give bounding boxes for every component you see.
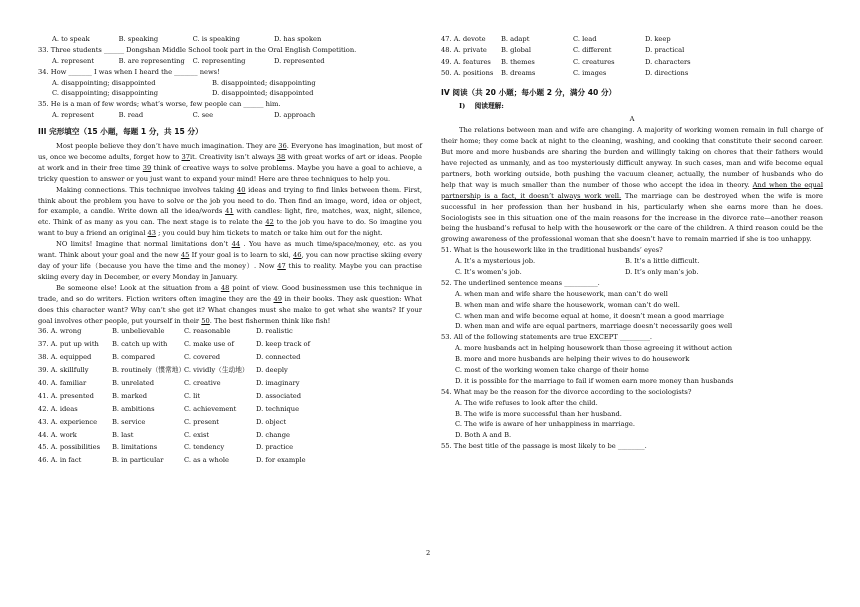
cloze-option-r-3-0: 50. A. positions	[441, 69, 494, 78]
cloze-option-9-2: C. tendency	[184, 443, 225, 452]
q34-stem: 34. How _______ I was when I heard the _______ news!	[38, 67, 220, 76]
q51-stem: 51. What is the housework like in the traditional husbands’ eyes?	[441, 246, 663, 255]
cloze-option-5-0: 41. A. presented	[38, 391, 94, 400]
cloze-option-8-3: D. change	[256, 430, 290, 439]
cloze-option-9-0: 45. A. possibilities	[38, 443, 101, 452]
cloze-option-3-2: C. vividly（生动地）	[184, 366, 249, 375]
cloze-option-2-1: B. compared	[112, 353, 155, 362]
cloze-option-4-3: D. imaginary	[256, 379, 300, 387]
blank-50: 50	[201, 316, 210, 325]
cloze-option-r-3-2: C. images	[573, 69, 607, 78]
blank-38: 38	[276, 152, 286, 161]
q35-options: A. represent B. read C. see D. approach	[52, 111, 316, 120]
q52-option-b: B. when man and wife share the housework, woman can’t do well.	[455, 300, 680, 309]
q53-option-a: A. more husbands act in helping housework than those agreeing it without action	[455, 344, 733, 353]
cloze-option-r-1-0: 48. A. private	[441, 46, 487, 55]
cloze-option-10-2: C. as a whole	[184, 456, 229, 465]
cloze-option-7-3: D. object	[256, 417, 287, 426]
passage-a: The relations between man and wife are changing. A majority of working women remain in full charge of their home; they come back at night to the cleaning, washing, and cooking that constitute their second career. But more and more husbands are sharing the burden and willingly taking on chores that their fathers would have rejected as unmanly, and as too mysteriously difficult anyway. In such cases, man and wife become equal partners, both working outside, both pushing the vacuum cleaner, actually, the number of husbands who do help that way is much smaller than the number of those who accept the idea in theory. And when the equal partnership is a fact, it doesn’t always work well. The marriage can be destroyed when the wife is more successful in her profession than her husband in his, particularly when she earns more than he does. Sociologists see in this situation one of the main reasons for the increase in the divorce rate—another reason being the husband’s refusal to help with the housework or the care of the children. A third reason could be the growing awareness of the professional woman that she doesn’t have to remain married if she is too unhappy.	[441, 126, 823, 244]
cloze-option-9-1: B. limitations	[112, 443, 158, 452]
cloze-options-36-46	[38, 326, 422, 468]
q53-option-b: B. more and more husbands are helping their wives to do housework	[455, 355, 690, 364]
cloze-option-r-2-3: D. characters	[645, 57, 691, 66]
cloze-option-1-3: D. keep track of	[256, 340, 311, 349]
cloze-option-0-1: B. unbelievable	[112, 327, 165, 336]
cloze-option-r-0-2: C. lead	[573, 35, 597, 43]
cloze-option-r-2-1: B. themes	[501, 57, 535, 66]
cloze-paragraph-3: NO limits! Imagine that normal limitations don’t 44 . You have as much time/space/money, etc. as you want. Think about your goal and the new 45 If your goal is to learn to ski, 46, you can now practise skiing every day of your life（because you have the time and the money）. Now 47 this to reality. Maybe you can practise skiing every day in December, or every Monday in January.	[38, 240, 422, 281]
cloze-option-r-2-0: 49. A. features	[441, 57, 491, 66]
blank-49: 49	[273, 294, 283, 303]
cloze-option-10-0: 46. A. in fact	[38, 456, 82, 465]
cloze-paragraph-1: Most people believe they don’t have much imagination. They are 36. Everyone has imagination, but most of us, once we become adults, forget how to 37it. Creativity isn’t always 38 with great works of art or ideas. People at work and in their free time 39 think of creative ways to solve problems. Maybe you have a goal to achieve, a tricky question to answer or you just want to expand your mind! Here are three techniques to help you.	[38, 142, 423, 183]
cloze-option-0-3: D. realistic	[256, 327, 293, 336]
section4-subtitle: I) 阅读理解:	[459, 102, 504, 111]
q51-options: A. It’s a mysterious job. B. It’s a little difficult. C. It’s women’s job. D. It’s only man’s job.	[455, 257, 700, 276]
cloze-paragraph-4: Be someone else! Look at the situation from a 48 point of view. Good businessmen use this technique in trade, and so do writers. Fiction writers often imagine they are the 49 in their books. They ask question: What does this character want? Why can’t she get it? What changes must she make to get what she wants? If your goal involves other people, put yourself in their 50. The best fishermen think like fish!	[38, 283, 422, 325]
cloze-option-2-0: 38. A. equipped	[38, 353, 92, 362]
blank-43: 43	[147, 229, 157, 238]
cloze-option-7-1: B. service	[112, 417, 146, 426]
cloze-option-10-1: B. in particular	[112, 456, 164, 465]
cloze-option-8-2: C. exist	[184, 430, 210, 439]
cloze-option-3-3: D. deeply	[256, 366, 288, 375]
cloze-option-3-1: B. routinely（惯常地）	[112, 366, 186, 375]
cloze-option-6-0: 42. A. ideas	[38, 404, 78, 413]
blank-46: 46	[293, 251, 302, 260]
q53-option-d: D. it is possible for the marriage to fail if women earn more money than husbands	[455, 376, 734, 385]
q34-options-cd: C. disappointing; disappointing D. disappointed; disappointed	[52, 89, 314, 98]
blank-40: 40	[237, 185, 246, 194]
blank-45: 45	[180, 251, 190, 260]
cloze-option-r-0-1: B. adapt	[501, 35, 530, 43]
cloze-option-r-0-3: D. keep	[645, 35, 671, 43]
cloze-option-r-1-2: C. different	[573, 46, 612, 55]
cloze-option-r-1-1: B. global	[501, 46, 532, 55]
cloze-option-8-0: 44. A. work	[38, 430, 77, 439]
blank-37: 37	[181, 152, 190, 161]
blank-47: 47	[277, 262, 286, 270]
section3-title: III 完形填空（15 小题，每题 1 分，共 15 分）	[38, 127, 203, 137]
q52-option-c: C. when man and wife become equal at home, it doesn’t mean a good marriage	[455, 311, 724, 320]
q54-option-d: D. Both A and B.	[455, 431, 512, 440]
q54-option-a: A. The wife refuses to look after the child.	[455, 398, 598, 407]
cloze-option-5-2: C. lit	[184, 391, 201, 400]
cloze-option-4-0: 40. A. familiar	[38, 379, 87, 387]
cloze-option-8-1: B. last	[112, 430, 134, 439]
q34-options-ab: A. disappointing; disappointed B. disappointed; disappointing	[52, 78, 316, 87]
cloze-passage	[38, 141, 422, 326]
q55-stem: 55. The best title of the passage is most likely to be ________.	[441, 442, 647, 451]
cloze-option-2-3: D. connected	[256, 353, 301, 362]
blank-42: 42	[265, 218, 274, 227]
cloze-option-r-3-3: D. directions	[645, 69, 689, 78]
cloze-option-4-1: B. unrelated	[112, 379, 154, 387]
q33-options: A. represent B. are representing C. representing D. represented	[52, 56, 325, 65]
q54-stem: 54. What may be the reason for the divorce according to the sociologists?	[441, 387, 692, 396]
cloze-option-1-0: 37. A. put up with	[38, 340, 99, 349]
cloze-option-6-2: C. achievement	[184, 404, 237, 413]
q54-option-c: C. The wife is aware of her unhappiness in marriage.	[455, 420, 635, 429]
cloze-option-r-2-2: C. creatures	[573, 57, 615, 66]
blank-36: 36	[278, 142, 287, 151]
cloze-option-0-0: 36. A. wrong	[38, 327, 82, 336]
cloze-option-1-2: C. make use of	[184, 340, 234, 349]
q53-option-c: C. most of the working women take charge of their home	[455, 366, 649, 375]
cloze-option-6-1: B. ambitions	[112, 404, 155, 413]
cloze-option-r-3-1: B. dreams	[501, 69, 536, 78]
cloze-option-7-0: 43. A. experience	[38, 417, 98, 426]
blank-41: 41	[225, 207, 234, 216]
q52-stem: 52. The underlined sentence means __________.	[441, 278, 600, 287]
q54-option-b: B. The wife is more successful than her husband.	[455, 409, 622, 418]
blank-44: 44	[231, 240, 241, 249]
cloze-option-r-0-0: 47. A. devote	[441, 35, 486, 43]
cloze-option-5-1: B. marked	[112, 391, 147, 400]
q32-options: A. to speak B. speaking C. is speaking D. has spoken	[52, 35, 322, 43]
cloze-option-4-2: C. creative	[184, 379, 221, 387]
cloze-option-2-2: C. covered	[184, 353, 221, 362]
cloze-option-0-2: C. reasonable	[184, 327, 231, 336]
left-column	[38, 34, 422, 468]
cloze-paragraph-2: Making connections. This technique involves taking 40 ideas and trying to find links between them. First, think about the problem you have to solve or the job you need to do. Then find an image, word, idea or object, for example, a candle. Write down all the idea/words 41 with candles: light, fire, matches, wax, night, silence, etc. Think of as many as you can. The next stage is to relate the 42 to the job you have to do. So imagine you want to buy a friend an original 43 ; you could buy him tickets to match or take him out for the night.	[38, 185, 422, 238]
right-column	[441, 34, 823, 452]
q52-option-d: D. when man and wife are equal partners, marriage doesn’t necessarily goes well	[455, 322, 733, 331]
q52-option-a: A. when man and wife share the housework, man can’t do well	[455, 289, 668, 298]
q35-stem: 35. He is a man of few words; what’s worse, few people can ______ him.	[38, 100, 281, 109]
cloze-option-3-0: 39. A. skillfully	[38, 366, 89, 375]
underlined-sentence: And when the equal partnership is a fact, it doesn’t always work well.	[441, 180, 823, 200]
cloze-option-10-3: D. for example	[256, 456, 306, 465]
section4-title: IV 阅读（共 20 小题；每小题 2 分，满分 40 分）	[441, 87, 617, 97]
cloze-options-47-50	[441, 34, 823, 80]
cloze-option-1-1: B. catch up with	[112, 340, 168, 349]
page-number: 2	[426, 549, 431, 557]
q53-stem: 53. All of the following statements are true EXCEPT _________.	[441, 333, 653, 342]
cloze-option-5-3: D. associated	[256, 391, 302, 400]
cloze-option-r-1-3: D. practical	[645, 46, 685, 55]
cloze-option-9-3: D. practice	[256, 443, 294, 452]
q33-stem: 33. Three students ______ Dongshan Middle School took part in the Oral English Competition.	[38, 45, 357, 54]
blank-39: 39	[142, 163, 152, 172]
blank-48: 48	[220, 283, 230, 292]
cloze-option-7-2: C. present	[184, 417, 219, 426]
cloze-option-6-3: D. technique	[256, 404, 300, 413]
passage-a-label: A	[629, 115, 635, 124]
